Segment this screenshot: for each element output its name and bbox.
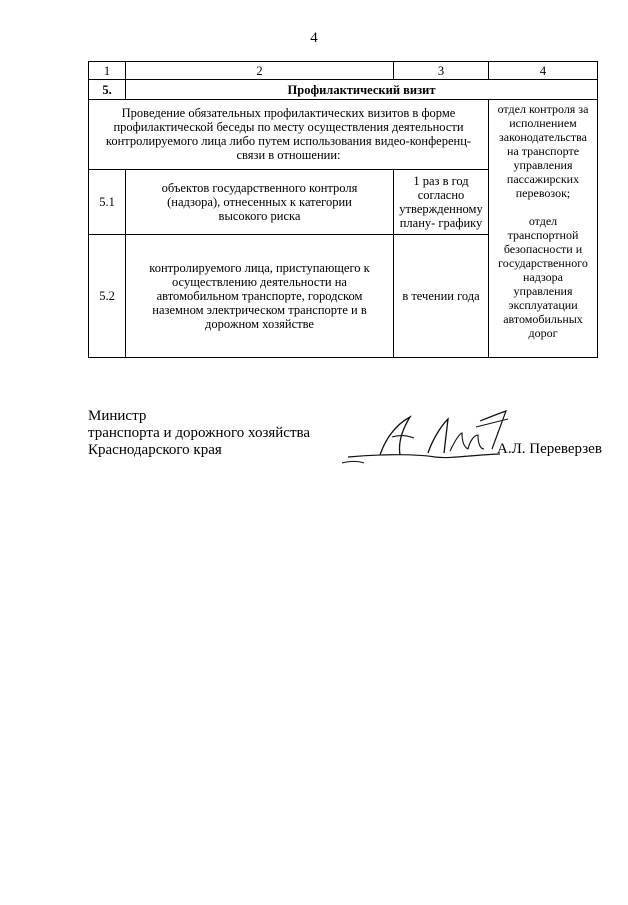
responsible-line: управления (513, 284, 573, 298)
signer-name: А.Л. Переверзев (497, 441, 602, 457)
row-term: в течении года (394, 235, 489, 358)
responsible-line: государственного (498, 256, 588, 270)
spacer (492, 200, 594, 214)
header-col-4: 4 (489, 62, 598, 80)
responsible-line: отдел (528, 214, 558, 228)
responsible-line: исполнением (509, 116, 577, 130)
responsible-line: на транспорте (506, 144, 580, 158)
signer-title-line: транспорта и дорожного хозяйства (88, 425, 311, 441)
intro-row (89, 100, 598, 170)
responsible-line: законодательства (499, 130, 587, 144)
intro-text: Проведение обязательных профилактических визитов в форме профилактической беседы по месту осуществления деятельности контролируемого лица либо путем использования видео-конференц-связи в отношении: (89, 100, 489, 170)
responsible-line: автомобильных (503, 312, 583, 326)
row-text: объектов государственного контроля (надзора), отнесенных к категории высокого риска (126, 170, 394, 235)
section-number: 5. (89, 80, 126, 100)
signer-title-line: Краснодарского края (88, 442, 222, 458)
row-number: 5.1 (89, 170, 126, 235)
responsible-cell (489, 100, 598, 358)
responsible-line: транспортной (507, 228, 579, 242)
table-header-row (89, 62, 598, 80)
header-col-2: 2 (126, 62, 394, 80)
responsible-line: дорог (528, 326, 558, 340)
responsible-line: безопасности и (503, 242, 583, 256)
responsible-line: пассажирских (506, 172, 580, 186)
handwritten-signature-icon (340, 405, 510, 475)
responsible-line: отдел контроля за (497, 102, 589, 116)
row-term: 1 раз в год согласно утвержденному плану- графику (394, 170, 489, 235)
responsible-line: перевозок; (515, 186, 571, 200)
page-number: 4 (310, 30, 318, 46)
measures-table (88, 61, 598, 358)
responsible-line: управления (513, 158, 573, 172)
row-text: контролируемого лица, приступающего к осуществлению деятельности на автомобильном транспорте, городском наземном электрическом транспорте и в дорожном хозяйстве (126, 235, 394, 358)
row-number: 5.2 (89, 235, 126, 358)
signer-title-line: Министр (88, 408, 147, 424)
section-row (89, 80, 598, 100)
responsible-line: надзора (523, 270, 563, 284)
header-col-1: 1 (89, 62, 126, 80)
section-title: Профилактический визит (126, 80, 598, 100)
responsible-line: эксплуатации (508, 298, 578, 312)
header-col-3: 3 (394, 62, 489, 80)
signature-block (88, 408, 310, 459)
